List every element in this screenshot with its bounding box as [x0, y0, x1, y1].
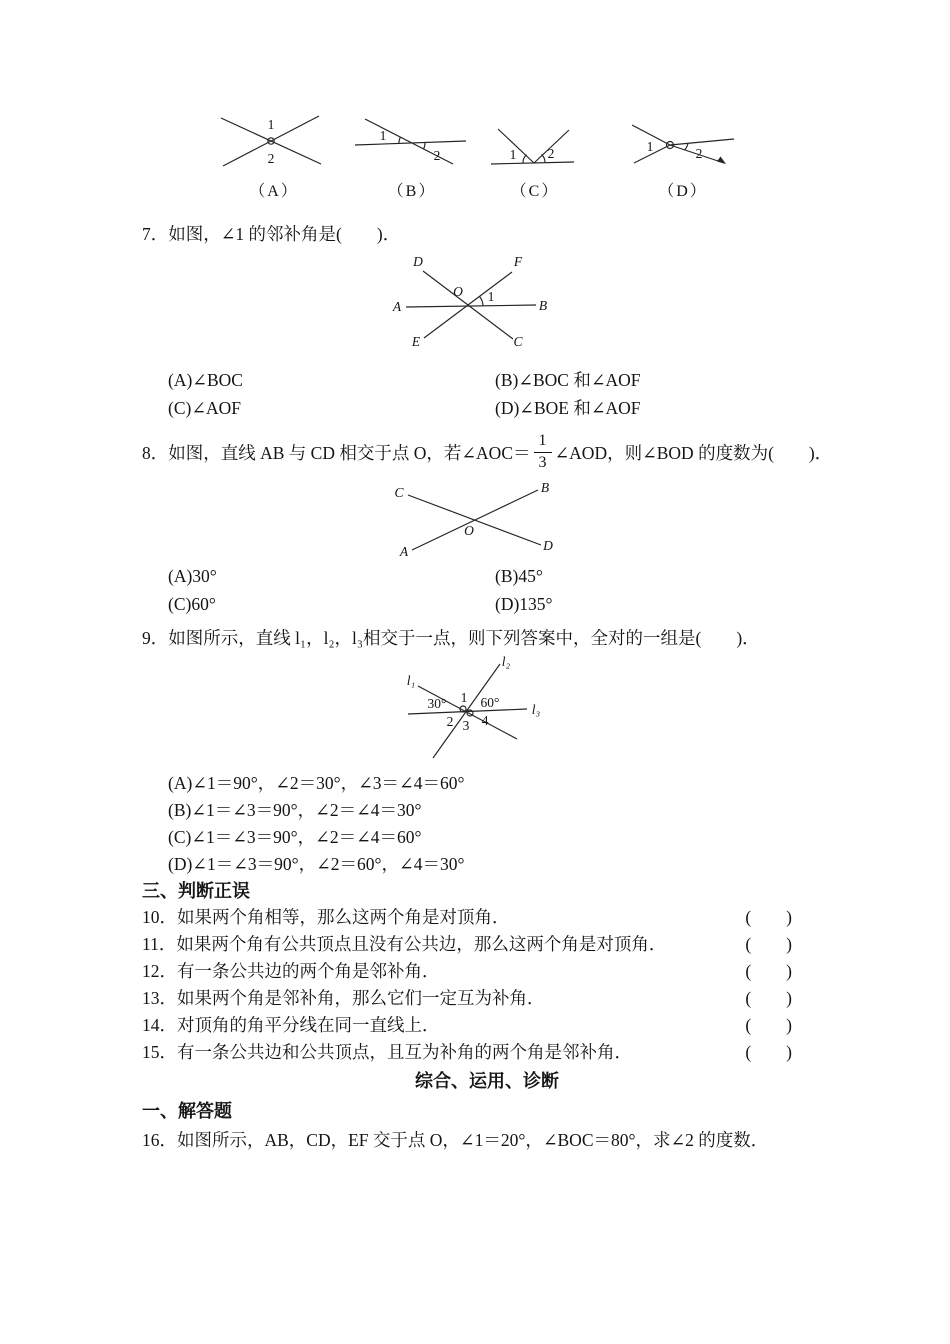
question-16-stem: 16．如图所示，AB，CD，EF 交于点 O，∠1＝20°，∠BOC＝80°，求∠2 的度数． — [142, 1130, 769, 1150]
angle-2-label: 2 — [267, 151, 275, 166]
judge-item-12 — [142, 958, 832, 985]
angle-2-label: 2 — [547, 146, 555, 161]
point-e-label: E — [411, 334, 421, 349]
line-l1-label: l₁ — [406, 673, 416, 688]
question-8-stem — [142, 426, 832, 478]
angle-30-label: 30° — [427, 696, 447, 711]
question-9-options — [142, 770, 832, 878]
point-d-label: D — [413, 254, 423, 269]
option-8-d: (D)135° — [495, 594, 553, 614]
judge-10-text: 10．如果两个角相等，那么这两个角是对顶角． — [142, 907, 510, 927]
point-d-label: D — [543, 538, 553, 553]
point-c-label: C — [394, 485, 404, 500]
figure-b-caption: （B） — [387, 183, 437, 200]
option-8-b: (B)45° — [495, 566, 543, 586]
figure-d-caption: （D） — [658, 183, 708, 200]
fraction-one-third — [534, 432, 552, 472]
question-8-stem-prefix: 8．如图，直线 AB 与 CD 相交于点 O，若∠AOC＝ — [142, 442, 531, 463]
angle-60-label: 60° — [480, 695, 500, 710]
fraction-denominator: 3 — [538, 453, 547, 471]
question-9-drawing — [395, 654, 605, 766]
option-7-c: (C)∠AOF — [168, 398, 241, 418]
judge-item-15 — [142, 1039, 832, 1066]
section-mid-heading: 综合、运用、诊断 — [415, 1071, 559, 1091]
option-7-d: (D)∠BOE 和∠AOF — [495, 398, 641, 418]
figure-c-caption: （C） — [510, 183, 560, 200]
angle-2-label: 2 — [446, 714, 454, 729]
judge-12-text: 12．有一条公共边的两个角是邻补角． — [142, 961, 440, 981]
point-b-label: B — [538, 298, 548, 313]
point-o-label: O — [453, 284, 463, 299]
judge-14-text: 14．对顶角的角平分线在同一直线上． — [142, 1015, 440, 1035]
judge-item-14 — [142, 1012, 832, 1039]
option-9-d: (D)∠1＝∠3＝90°，∠2＝60°，∠4＝30° — [168, 854, 465, 874]
judge-item-13 — [142, 985, 832, 1012]
point-o-label: O — [464, 523, 474, 538]
judge-13-text: 13．如果两个角是邻补角，那么它们一定互为补角． — [142, 988, 545, 1008]
question-9-figure — [395, 654, 832, 766]
fraction-numerator: 1 — [534, 432, 552, 452]
question-7-options — [142, 366, 832, 422]
angle-1-label: 1 — [267, 117, 275, 132]
figure-a-caption: （A） — [249, 183, 299, 200]
section-jieda-heading: 一、解答题 — [142, 1101, 232, 1121]
angle-1-label: 1 — [379, 128, 387, 143]
judge-11-text: 11．如果两个角有公共顶点且没有公共边，那么这两个角是对顶角． — [142, 934, 667, 954]
line-l3-label: l₃ — [531, 702, 541, 717]
angle-2-label: 2 — [433, 148, 441, 163]
option-9-b: (B)∠1＝∠3＝90°，∠2＝∠4＝30° — [168, 800, 422, 820]
question-7-stem: 7．如图，∠1 的邻补角是( )． — [142, 224, 401, 244]
judge-15-text: 15．有一条公共边和公共顶点，且互为补角的两个角是邻补角． — [142, 1042, 632, 1062]
point-a-label: A — [399, 544, 409, 558]
angle-2-label: 2 — [695, 146, 703, 161]
question-8-stem-suffix: ∠AOD，则∠BOD 的度数为( )． — [554, 442, 833, 463]
point-b-label: B — [540, 480, 550, 495]
judge-12-paren: ( ) — [745, 961, 792, 981]
point-a-label: A — [392, 299, 402, 314]
option-8-a: (A)30° — [168, 566, 217, 586]
angle-1-label: 1 — [460, 690, 468, 705]
option-7-b: (B)∠BOC 和∠AOF — [495, 370, 641, 390]
judge-13-paren: ( ) — [745, 988, 792, 1008]
point-c-label: C — [513, 334, 523, 349]
option-8-c: (C)60° — [168, 594, 216, 614]
judge-11-paren: ( ) — [745, 934, 792, 954]
question-8-figure — [390, 478, 832, 562]
question-7-figure — [390, 250, 832, 352]
angle-3-label: 3 — [462, 718, 470, 733]
question-7-drawing — [390, 250, 560, 350]
question-8-options — [142, 562, 832, 618]
question-8-drawing — [390, 478, 560, 558]
judge-14-paren: ( ) — [745, 1015, 792, 1035]
option-9-a: (A)∠1＝90°，∠2＝30°，∠3＝∠4＝60° — [168, 773, 465, 793]
angle-1-label: 1 — [509, 147, 517, 162]
point-f-label: F — [513, 254, 523, 269]
question-9-stem: 9．如图所示，直线 l₁，l₂，l₃相交于一点，则下列答案中，全对的一组是( )． — [142, 628, 760, 648]
angle-1-label: 1 — [646, 139, 654, 154]
section-judge-heading: 三、判断正误 — [142, 881, 250, 901]
judge-15-paren: ( ) — [745, 1042, 792, 1062]
option-7-a: (A)∠BOC — [168, 370, 243, 390]
judge-item-11 — [142, 931, 832, 958]
judge-10-paren: ( ) — [745, 907, 792, 927]
angle-1-label: 1 — [487, 289, 495, 304]
judge-item-10 — [142, 904, 832, 931]
option-9-c: (C)∠1＝∠3＝90°，∠2＝∠4＝60° — [168, 827, 422, 847]
angle-4-label: 4 — [481, 713, 489, 728]
line-l2-label: l₂ — [501, 654, 511, 669]
